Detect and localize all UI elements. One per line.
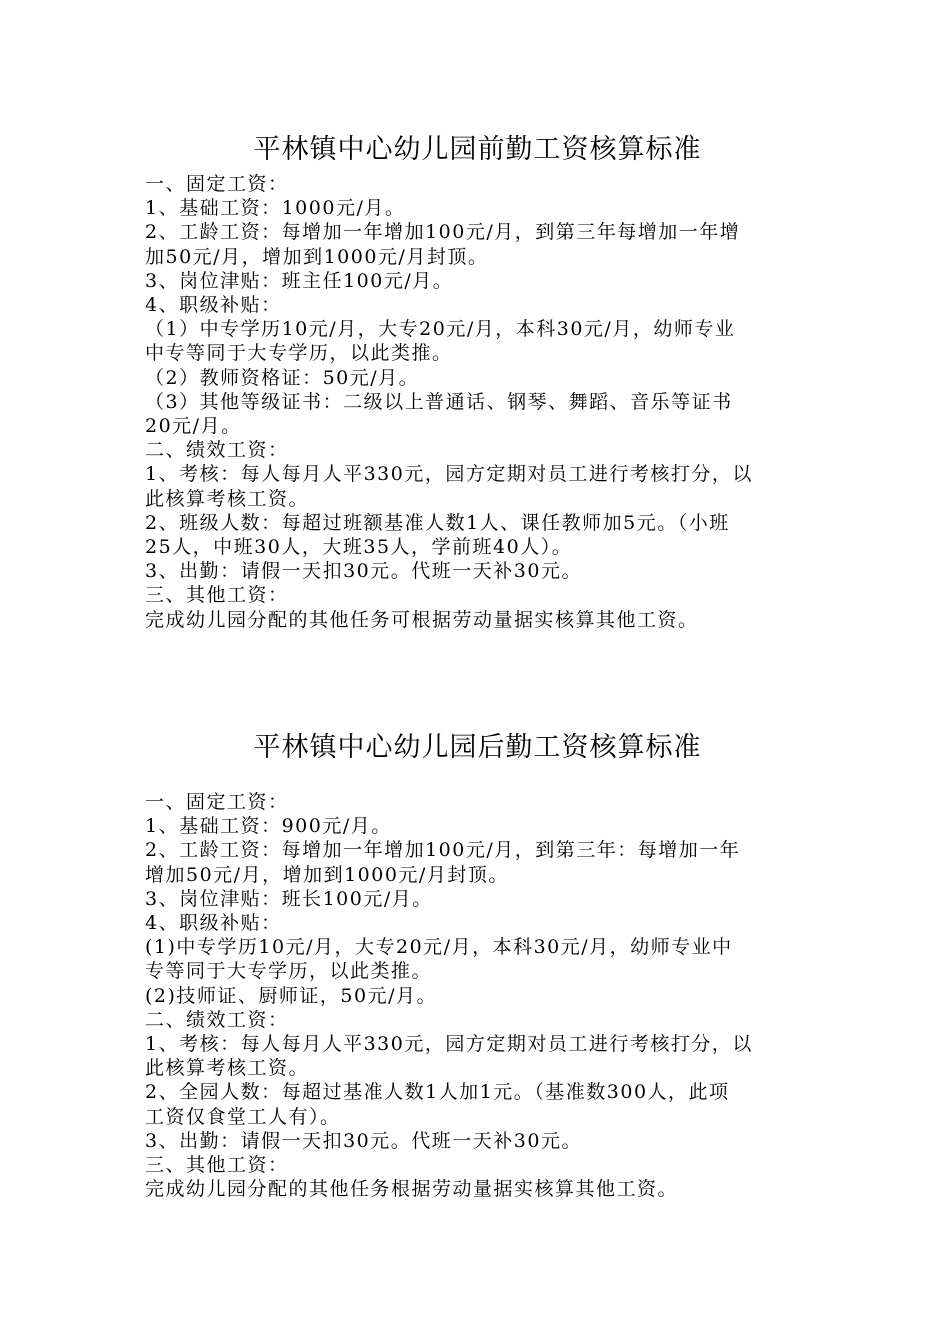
back-line-12: 此核算考核工资。	[145, 1057, 310, 1080]
front-line-10: （3）其他等级证书：二级以上普通话、钢琴、舞蹈、音乐等证书	[145, 390, 733, 413]
front-line-7: （1）中专学历10元/月，大专20元/月，本科30元/月，幼师专业	[145, 318, 736, 341]
back-staff-salary-section	[145, 728, 810, 1201]
back-line-2: 1、基础工资：900元/月。	[145, 815, 392, 838]
front-line-18: 三、其他工资：	[145, 584, 289, 607]
front-line-5: 3、岗位津贴：班主任100元/月。	[145, 269, 454, 292]
back-staff-title: 平林镇中心幼儿园后勤工资核算标准	[253, 732, 702, 763]
back-line-10: 二、绩效工资：	[145, 1008, 289, 1031]
front-line-8: 中专等同于大专学历，以此类推。	[145, 342, 453, 365]
back-line-7: (1)中专学历10元/月，大专20元/月，本科30元/月，幼师专业中	[145, 936, 733, 959]
front-line-1: 一、固定工资：	[145, 173, 289, 195]
back-line-1: 一、固定工资：	[145, 791, 289, 813]
front-staff-title: 平林镇中心幼儿园前勤工资核算标准	[253, 134, 702, 165]
front-line-17: 3、出勤：请假一天扣30元。代班一天补30元。	[145, 560, 582, 583]
back-line-17: 完成幼儿园分配的其他任务根据劳动量据实核算其他工资。	[145, 1178, 679, 1201]
front-line-9: （2）教师资格证：50元/月。	[145, 366, 420, 389]
front-line-4: 加50元/月，增加到1000元/月封顶。	[145, 245, 489, 268]
front-line-15: 2、班级人数：每超过班额基准人数1人、课任教师加5元。（小班	[145, 511, 730, 534]
front-line-6: 4、职级补贴：	[145, 294, 282, 317]
front-line-14: 此核算考核工资。	[145, 487, 310, 510]
back-line-6: 4、职级补贴：	[145, 912, 282, 935]
back-line-11: 1、考核：每人每月人平330元，园方定期对员工进行考核打分，以	[145, 1033, 753, 1056]
back-line-5: 3、岗位津贴：班长100元/月。	[145, 887, 433, 910]
back-line-15: 3、出勤：请假一天扣30元。代班一天补30元。	[145, 1129, 582, 1152]
back-line-9: (2)技师证、厨师证，50元/月。	[145, 984, 437, 1007]
back-line-8: 专等同于大专学历，以此类推。	[145, 960, 433, 983]
front-staff-salary-section	[145, 130, 810, 632]
front-line-11: 20元/月。	[145, 415, 242, 438]
front-line-16: 25人，中班30人，大班35人，学前班40人）。	[145, 536, 573, 559]
back-line-4: 增加50元/月，增加到1000元/月封顶。	[145, 863, 509, 886]
back-line-16: 三、其他工资：	[145, 1154, 289, 1177]
front-line-13: 1、考核：每人每月人平330元，园方定期对员工进行考核打分，以	[145, 463, 753, 486]
front-line-3: 2、工龄工资：每增加一年增加100元/月，到第三年每增加一年增	[145, 221, 741, 244]
back-line-13: 2、全园人数：每超过基准人数1人加1元。（基准数300人，此项	[145, 1081, 730, 1104]
back-line-3: 2、工龄工资：每增加一年增加100元/月，到第三年：每增加一年	[145, 839, 741, 862]
front-line-2: 1、基础工资：1000元/月。	[145, 197, 406, 220]
back-line-14: 工资仅食堂工人有）。	[145, 1105, 341, 1128]
front-line-12: 二、绩效工资：	[145, 439, 289, 462]
front-line-19: 完成幼儿园分配的其他任务可根据劳动量据实核算其他工资。	[145, 608, 699, 631]
